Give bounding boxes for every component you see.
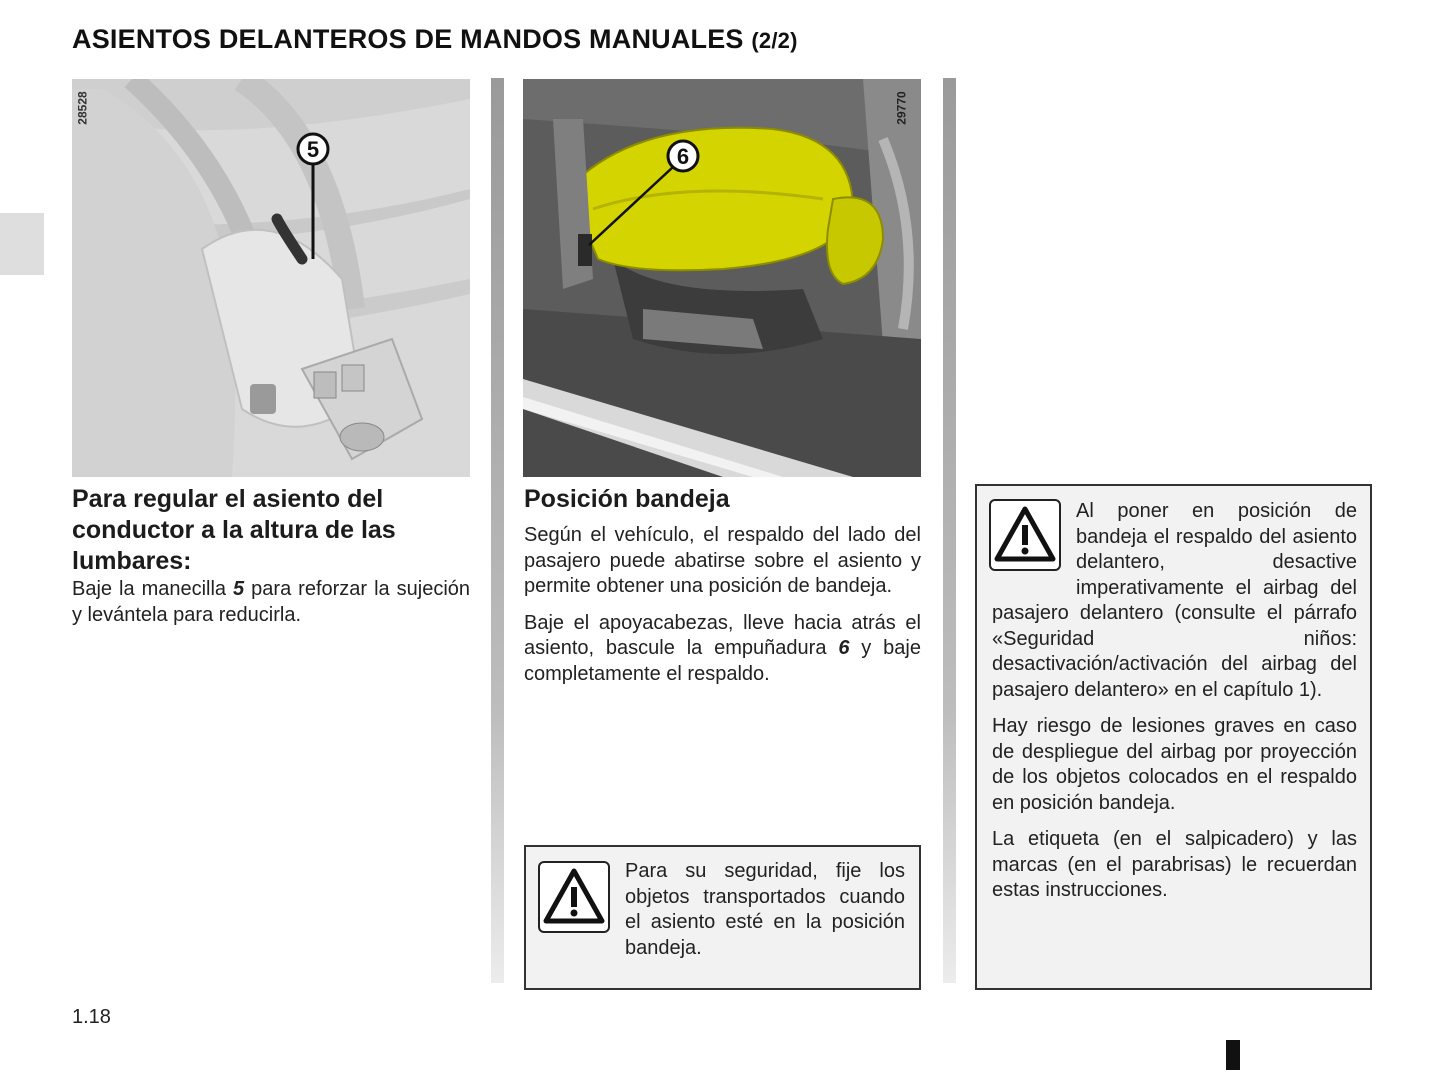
airbag-warning bbox=[975, 484, 1372, 990]
airbag-warning-body bbox=[992, 499, 1357, 904]
photo-code-middle: 29770 bbox=[894, 91, 909, 125]
lumbar-section-heading: Para regular el asiento del conductor a la altura de las lumbares: bbox=[72, 485, 396, 575]
page-title-suffix: (2/2) bbox=[751, 28, 798, 53]
seat-lumbar-handle-photo bbox=[72, 79, 470, 477]
section-end-mark bbox=[1226, 1040, 1240, 1070]
seat-tray-position-photo bbox=[523, 79, 921, 477]
page-title: ASIENTOS DELANTEROS DE MANDOS MANUALES (2/2) bbox=[72, 24, 798, 54]
tray-section-para-2: Baje el apoyacabezas, lleve hacia atrás el asiento, bascule la empuñadura 6 y baje completamente el respaldo. bbox=[524, 611, 921, 685]
column-divider-right bbox=[943, 78, 956, 983]
tray-section-para-1: Según el vehículo, el respaldo del lado del pasajero puede abatirse sobre el asiento y permite obtener una posición de bandeja. bbox=[524, 524, 921, 597]
callout-5: 5 bbox=[306, 137, 320, 162]
lumbar-section-text: Baje la manecilla 5 para reforzar la sujeción y levántela para reducirla. bbox=[72, 578, 471, 626]
handle-ref-5: 5 bbox=[233, 578, 245, 600]
callout-6: 6 bbox=[676, 144, 690, 169]
tray-section-heading: Posición bandeja bbox=[524, 485, 730, 513]
airbag-warning-para-1: Al poner en posición de bandeja el respaldo del asiento delantero, desactive imperativamente el airbag del pasajero delantero (consulte el párrafo «Seguridad niños: desactivación/activación del airbag del pasajero delantero» en el capítulo 1). bbox=[992, 500, 1357, 701]
photo-code-left: 28528 bbox=[75, 91, 90, 125]
tray-safety-warning bbox=[524, 845, 921, 990]
airbag-warning-para-2: Hay riesgo de lesiones graves en caso de despliegue del airbag por proyección de los objetos colocados en el respaldo en posición bandeja. bbox=[992, 715, 1357, 814]
warning-triangle-icon bbox=[538, 861, 610, 933]
airbag-warning-para-3: La etiqueta (en el salpicadero) y las marcas (en el parabrisas) le recuerdan estas instrucciones. bbox=[992, 828, 1357, 901]
page-number: 1.18 bbox=[72, 1006, 111, 1028]
column-divider-left bbox=[491, 78, 504, 983]
tray-safety-warning-text: Para su seguridad, fije los objetos transportados cuando el asiento esté en la posición bandeja. bbox=[625, 860, 905, 959]
chapter-tab-marker bbox=[0, 213, 44, 275]
tray-section bbox=[524, 484, 921, 687]
handle-ref-6: 6 bbox=[838, 637, 850, 659]
lumbar-section bbox=[72, 484, 470, 628]
